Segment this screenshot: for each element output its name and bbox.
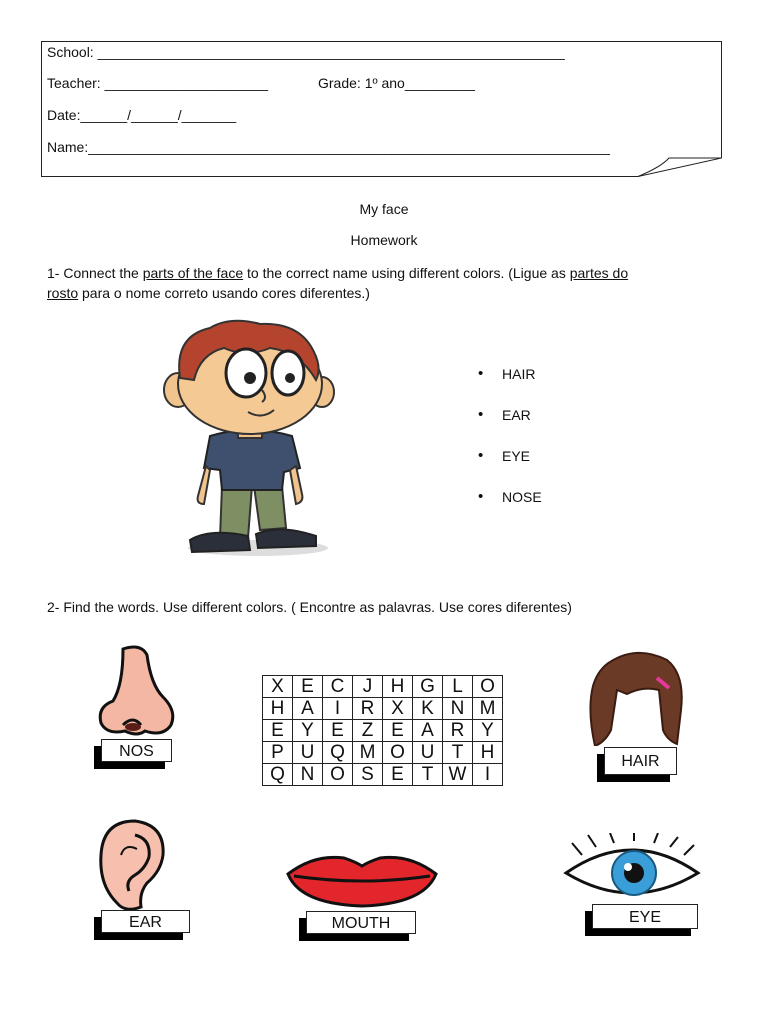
grid-cell[interactable]: E bbox=[383, 764, 413, 786]
question-2: 2- Find the words. Use different colors. ( Encontre as palavras. Use cores diferentes) bbox=[47, 599, 572, 615]
date-line[interactable]: Date:______/______/_______ bbox=[47, 107, 237, 123]
grid-cell[interactable]: L bbox=[443, 676, 473, 698]
ear-label: EAR bbox=[101, 910, 190, 933]
teacher-line[interactable]: Teacher: _____________________ bbox=[47, 75, 269, 91]
grid-cell[interactable]: K bbox=[413, 698, 443, 720]
grid-cell[interactable]: W bbox=[443, 764, 473, 786]
parts-list-item: • EYE bbox=[478, 448, 542, 489]
grid-row bbox=[263, 698, 503, 720]
question-1 bbox=[47, 263, 707, 303]
grid-cell[interactable]: A bbox=[413, 720, 443, 742]
parts-list bbox=[478, 366, 542, 530]
q1-underlined-parts: parts of the face bbox=[142, 265, 244, 281]
grid-cell[interactable]: R bbox=[353, 698, 383, 720]
grid-cell[interactable]: H bbox=[383, 676, 413, 698]
grid-cell[interactable]: Z bbox=[353, 720, 383, 742]
q1-prefix: 1- Connect the bbox=[47, 265, 143, 281]
grid-cell[interactable]: H bbox=[263, 698, 293, 720]
school-line[interactable]: School: ____________________________________________________________ bbox=[47, 44, 565, 60]
grid-cell[interactable]: C bbox=[323, 676, 353, 698]
parts-list-item: • EAR bbox=[478, 407, 542, 448]
grid-cell[interactable]: M bbox=[473, 698, 503, 720]
q1-underlined-rosto: rosto bbox=[47, 285, 79, 301]
grid-cell[interactable]: E bbox=[293, 676, 323, 698]
grid-cell[interactable]: I bbox=[323, 698, 353, 720]
eye-label: EYE bbox=[592, 904, 698, 929]
grid-cell[interactable]: X bbox=[383, 698, 413, 720]
hair-image bbox=[587, 650, 685, 746]
grid-cell[interactable]: P bbox=[263, 742, 293, 764]
grid-cell[interactable]: O bbox=[383, 742, 413, 764]
grid-cell[interactable]: E bbox=[383, 720, 413, 742]
cartoon-boy-image bbox=[150, 318, 350, 566]
grid-cell[interactable]: E bbox=[323, 720, 353, 742]
parts-list-item: • NOSE bbox=[478, 489, 542, 530]
q1-suffix: para o nome correto usando cores diferentes.) bbox=[78, 285, 370, 301]
word-search-grid[interactable] bbox=[262, 675, 503, 786]
page-title: My face bbox=[359, 201, 409, 217]
grid-row bbox=[263, 720, 503, 742]
grid-cell[interactable]: Y bbox=[293, 720, 323, 742]
q1-middle: to the correct name using different colors. (Ligue as bbox=[243, 265, 570, 281]
q1-underlined-partes: partes do bbox=[569, 265, 629, 281]
grid-cell[interactable]: G bbox=[413, 676, 443, 698]
grade-line[interactable]: Grade: 1º ano_________ bbox=[318, 75, 475, 91]
mouth-label: MOUTH bbox=[306, 911, 416, 934]
grid-row bbox=[263, 742, 503, 764]
page-subtitle: Homework bbox=[350, 232, 418, 248]
grid-cell[interactable]: Q bbox=[323, 742, 353, 764]
grid-cell[interactable]: U bbox=[293, 742, 323, 764]
mouth-image bbox=[284, 852, 440, 908]
grid-cell[interactable]: I bbox=[473, 764, 503, 786]
grid-cell[interactable]: U bbox=[413, 742, 443, 764]
grid-cell[interactable]: Q bbox=[263, 764, 293, 786]
hair-label: HAIR bbox=[604, 747, 677, 775]
grid-cell[interactable]: H bbox=[473, 742, 503, 764]
grid-cell[interactable]: X bbox=[263, 676, 293, 698]
grid-cell[interactable]: J bbox=[353, 676, 383, 698]
nose-label: NOS bbox=[101, 739, 172, 762]
grid-cell[interactable]: O bbox=[473, 676, 503, 698]
grid-row bbox=[263, 676, 503, 698]
parts-list-item: • HAIR bbox=[478, 366, 542, 407]
grid-cell[interactable]: N bbox=[293, 764, 323, 786]
eye-image bbox=[562, 833, 702, 905]
nose-image bbox=[97, 645, 179, 737]
grid-cell[interactable]: A bbox=[293, 698, 323, 720]
grid-row bbox=[263, 764, 503, 786]
ear-image bbox=[95, 815, 167, 913]
grid-cell[interactable]: O bbox=[323, 764, 353, 786]
grid-cell[interactable]: T bbox=[443, 742, 473, 764]
grid-cell[interactable]: N bbox=[443, 698, 473, 720]
grid-cell[interactable]: R bbox=[443, 720, 473, 742]
grid-cell[interactable]: T bbox=[413, 764, 443, 786]
grid-cell[interactable]: S bbox=[353, 764, 383, 786]
grid-cell[interactable]: M bbox=[353, 742, 383, 764]
grid-cell[interactable]: Y bbox=[473, 720, 503, 742]
name-line[interactable]: Name:___________________________________________________________________ bbox=[47, 139, 610, 155]
grid-cell[interactable]: E bbox=[263, 720, 293, 742]
